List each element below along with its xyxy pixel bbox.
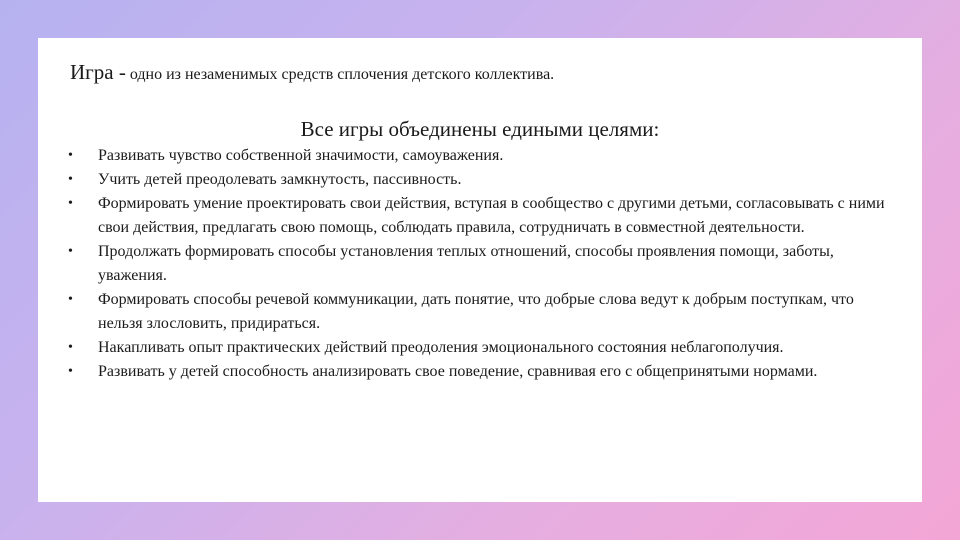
goal-text: Учить детей преодолевать замкнутость, пассивность. (98, 171, 462, 188)
goal-item (62, 288, 892, 336)
goal-text: Развивать чувство собственной значимости, самоуважения. (98, 147, 504, 164)
bullet-icon: • (68, 364, 73, 379)
goal-text: Накапливать опыт практических действий преодоления эмоционального состояния неблагополучия. (98, 339, 784, 356)
goal-item (62, 336, 892, 360)
goal-item (62, 168, 892, 192)
bullet-icon: • (68, 172, 73, 187)
goal-text: Продолжать формировать способы установления теплых отношений, способы проявления помощи, заботы, уважения. (98, 243, 834, 284)
goal-text: Формировать способы речевой коммуникации, дать понятие, что добрые слова ведут к добрым поступкам, что нельзя злословить, придираться. (98, 291, 854, 332)
intro-word: Игра - (70, 60, 126, 84)
goal-item (62, 360, 892, 384)
goals-list (62, 144, 892, 384)
intro-text: одно из незаменимых средств сплочения детского коллектива. (129, 66, 555, 83)
bullet-icon: • (68, 196, 73, 211)
slide-card (38, 38, 922, 502)
goal-item (62, 192, 892, 240)
goals-heading: Все игры объединены едиными целями: (300, 117, 660, 141)
goal-text: Развивать у детей способность анализировать свое поведение, сравнивая его с общепринятыми нормами. (98, 363, 818, 380)
goal-text: Формировать умение проектировать свои действия, вступая в сообщество с другими детьми, согласовывать с ними свои действия, предлагать свою помощь, соблюдать правила, сотрудничать в совместной деятельности. (98, 195, 885, 236)
bullet-icon: • (68, 244, 73, 259)
bullet-icon: • (68, 292, 73, 307)
goal-item (62, 240, 892, 288)
bullet-icon: • (68, 148, 73, 163)
intro-line (70, 58, 902, 89)
goal-item (62, 144, 892, 168)
bullet-icon: • (68, 340, 73, 355)
